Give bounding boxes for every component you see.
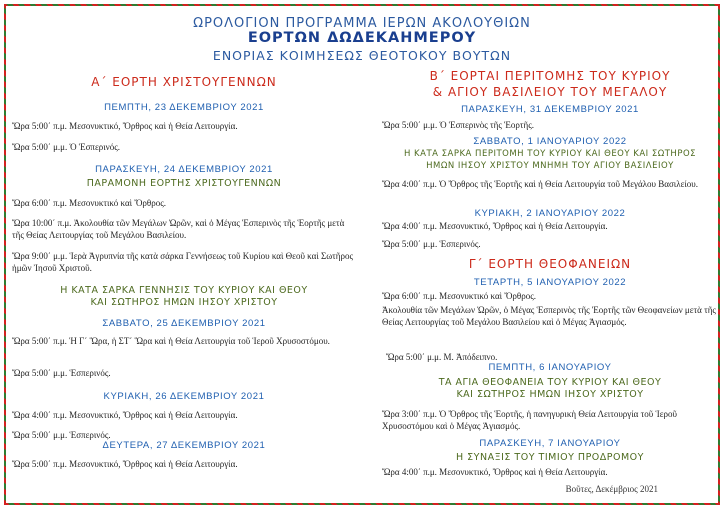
- day-heading: ΠΑΡΑΣΚΕΥΗ, 24 ΔΕΚΕΜΒΡΙΟΥ 2021: [95, 164, 273, 175]
- service-entry: Ὥρα 4:00΄ π.μ. Ὁ Ὄρθρος τῆς Ἑορτῆς καὶ ἡ Θεία Λειτουργία τοῦ Μεγάλου Βασιλείου.: [382, 179, 698, 189]
- day-heading: ΚΥΡΙΑΚΗ, 26 ΔΕΚΕΜΒΡΙΟΥ 2021: [103, 391, 265, 402]
- service-entry: Ὥρα 5:00΄ π.μ. Μεσονυκτικό, Ὄρθρος καὶ ἡ Θεία Λειτουργία.: [12, 459, 238, 469]
- service-entry: Ὥρα 5:00΄ μ.μ. Ὁ Ἑσπερινὸς τῆς Ἑορτῆς.: [382, 120, 535, 130]
- day-heading: ΤΕΤΑΡΤΗ, 5 ΙΑΝΟΥΑΡΙΟΥ 2022: [473, 277, 627, 288]
- service-entry: Ὥρα 5:00΄ μ.μ. Μ. Ἀπόδειπνο.: [386, 352, 498, 362]
- service-entry: Ὥρα 5:00΄ π.μ. Ἡ Γ΄ Ὥρα, ἡ ΣΤ΄ Ὥρα καὶ ἡ Θεία Λειτουργία τοῦ Ἱεροῦ Χρυσοστόμου.: [12, 336, 330, 346]
- header-line-3: ΕΝΟΡΙΑΣ ΚΟΙΜΗΣΕΩΣ ΘΕΟΤΟΚΟΥ ΒΟΥΤΩΝ: [212, 48, 512, 63]
- page-frame: [4, 4, 720, 505]
- day-heading: ΔΕΥΤΕΡΑ, 27 ΔΕΚΕΜΒΡΙΟΥ 2021: [102, 440, 266, 451]
- day-heading: ΠΕΜΠΤΗ, 6 ΙΑΝΟΥΑΡΙΟΥ: [488, 362, 612, 373]
- service-entry: Ἀκολουθία τῶν Μεγάλων Ὡρῶν, ὁ Μέγας Ἑσπερινὸς τῆς Ἑορτῆς τῶν Θεοφανείων μετὰ τῆς Θείας Λειτουργίας τοῦ Μεγάλου Βασιλείου καὶ ὁ Μέγας Ἁγιασμός.: [382, 305, 716, 327]
- feast-subtitle: ΚΑΙ ΣΩΤΗΡΟΣ ΗΜΩΝ ΙΗΣΟΥ ΧΡΙΣΤΟΥ: [90, 297, 278, 308]
- day-heading: ΚΥΡΙΑΚΗ, 2 ΙΑΝΟΥΑΡΙΟΥ 2022: [474, 208, 626, 219]
- header-line-2: ΕΟΡΤΩΝ ΔΩΔΕΚΑΗΜΕΡΟΥ: [247, 30, 477, 46]
- feast-title-basil: & ΑΓΙΟΥ ΒΑΣΙΛΕΙΟΥ ΤΟΥ ΜΕΓΑΛΟΥ: [432, 85, 668, 99]
- feast-title-christmas: Α΄ ΕΟΡΤΗ ΧΡΙΣΤΟΥΓΕΝΝΩΝ: [91, 75, 277, 89]
- service-entry: Ὥρα 4:00΄ π.μ. Μεσονυκτικό, Ὄρθρος καὶ ἡ Θεία Λειτουργία.: [382, 221, 608, 231]
- day-heading: ΣΑΒΒΑΤΟ, 1 ΙΑΝΟΥΑΡΙΟΥ 2022: [473, 136, 627, 147]
- header-line-1: ΩΡΟΛΟΓΙΟΝ ΠΡΟΓΡΑΜΜΑ ΙΕΡΩΝ ΑΚΟΛΟΥΘΙΩΝ: [193, 16, 531, 31]
- feast-title-theophany: Γ΄ ΕΟΡΤΗ ΘΕΟΦΑΝΕΙΩΝ: [468, 257, 632, 271]
- day-heading: ΠΑΡΑΣΚΕΥΗ, 7 ΙΑΝΟΥΑΡΙΟΥ: [479, 438, 621, 449]
- day-heading: ΠΕΜΠΤΗ, 23 ΔΕΚΕΜΒΡΙΟΥ 2021: [104, 102, 264, 113]
- feast-subtitle: Η ΚΑΤΑ ΣΑΡΚΑ ΠΕΡΙΤΟΜΗ ΤΟΥ ΚΥΡΙΟΥ ΚΑΙ ΘΕΟΥ ΚΑΙ ΣΩΤΗΡΟΣ: [403, 149, 697, 159]
- service-entry: Ὥρα 6:00΄ π.μ. Μεσονυκτικό καὶ Ὄρθρος.: [382, 291, 537, 301]
- feast-title-circumcision: Β΄ ΕΟΡΤΑΙ ΠΕΡΙΤΟΜΗΣ ΤΟΥ ΚΥΡΙΟΥ: [429, 69, 671, 83]
- feast-subtitle: ΗΜΩΝ ΙΗΣΟΥ ΧΡΙΣΤΟΥ ΜΝΗΜΗ ΤΟΥ ΑΓΙΟΥ ΒΑΣΙΛΕΙΟΥ: [426, 161, 674, 171]
- service-entry: Ὥρα 6:00΄ π.μ. Μεσονυκτικό καὶ Ὄρθρος.: [12, 198, 167, 208]
- day-heading: ΠΑΡΑΣΚΕΥΗ, 31 ΔΕΚΕΜΒΡΙΟΥ 2021: [461, 104, 639, 115]
- day-heading: ΣΑΒΒΑΤΟ, 25 ΔΕΚΕΜΒΡΙΟΥ 2021: [102, 318, 266, 329]
- service-entry: Ὥρα 3:00΄ π.μ. Ὁ Ὄρθρος τῆς Ἑορτῆς, ἡ πανηγυρικὴ Θεία Λειτουργία τοῦ Ἱεροῦ Χρυσοστόμου καὶ ὁ Μέγας Ἁγιασμός.: [382, 409, 677, 431]
- feast-subtitle: Η ΚΑΤΑ ΣΑΡΚΑ ΓΕΝΝΗΣΙΣ ΤΟΥ ΚΥΡΙΟΥ ΚΑΙ ΘΕΟΥ: [60, 285, 308, 296]
- service-entry: Ὥρα 4:00΄ π.μ. Μεσονυκτικό, Ὄρθρος καὶ ἡ Θεία Λειτουργία.: [12, 410, 238, 420]
- service-entry: Ὥρα 5:00΄ μ.μ. Ἑσπερινός.: [12, 430, 111, 440]
- service-entry: Ὥρα 4:00΄ π.μ. Μεσονυκτικό, Ὄρθρος καὶ ἡ Θεία Λειτουργία.: [382, 467, 608, 477]
- feast-subtitle: ΚΑΙ ΣΩΤΗΡΟΣ ΗΜΩΝ ΙΗΣΟΥ ΧΡΙΣΤΟΥ: [456, 389, 644, 400]
- feast-subtitle: ΤΑ ΑΓΙΑ ΘΕΟΦΑΝΕΙΑ ΤΟΥ ΚΥΡΙΟΥ ΚΑΙ ΘΕΟΥ: [438, 377, 662, 388]
- service-entry: Ὥρα 10:00΄ π.μ. Ἀκολουθία τῶν Μεγάλων Ὡρῶν, καὶ ὁ Μέγας Ἑσπερινὸς τῆς Ἑορτῆς μετὰ τῆς Θείας Λειτουργίας τοῦ Μεγάλου Βασιλείου.: [12, 218, 345, 240]
- service-entry: Ὥρα 5:00΄ μ.μ. Ἑσπερινός.: [382, 239, 481, 249]
- feast-subtitle: Η ΣΥΝΑΞΙΣ ΤΟΥ ΤΙΜΙΟΥ ΠΡΟΔΡΟΜΟΥ: [456, 452, 644, 463]
- feast-subtitle: ΠΑΡΑΜΟΝΗ ΕΟΡΤΗΣ ΧΡΙΣΤΟΥΓΕΝΝΩΝ: [86, 178, 282, 189]
- service-entry: Ὥρα 9:00΄ μ.μ. Ἱερὰ Ἀγρυπνία τῆς κατὰ σάρκα Γεννήσεως τοῦ Κυρίου καὶ Θεοῦ καὶ Σωτῆρος ἡμῶν Ἰησοῦ Χριστοῦ.: [12, 251, 354, 273]
- service-entry: Ὥρα 5:00΄ μ.μ. Ἑσπερινός.: [12, 368, 111, 378]
- service-entry: Ὥρα 5:00΄ π.μ. Μεσονυκτικό, Ὄρθρος καὶ ἡ Θεία Λειτουργία.: [12, 121, 238, 131]
- service-entry: Ὥρα 5:00΄ μ.μ. Ὁ Ἑσπερινός.: [12, 142, 121, 152]
- footer-date: Βοῦτες, Δεκέμβριος 2021: [565, 484, 658, 494]
